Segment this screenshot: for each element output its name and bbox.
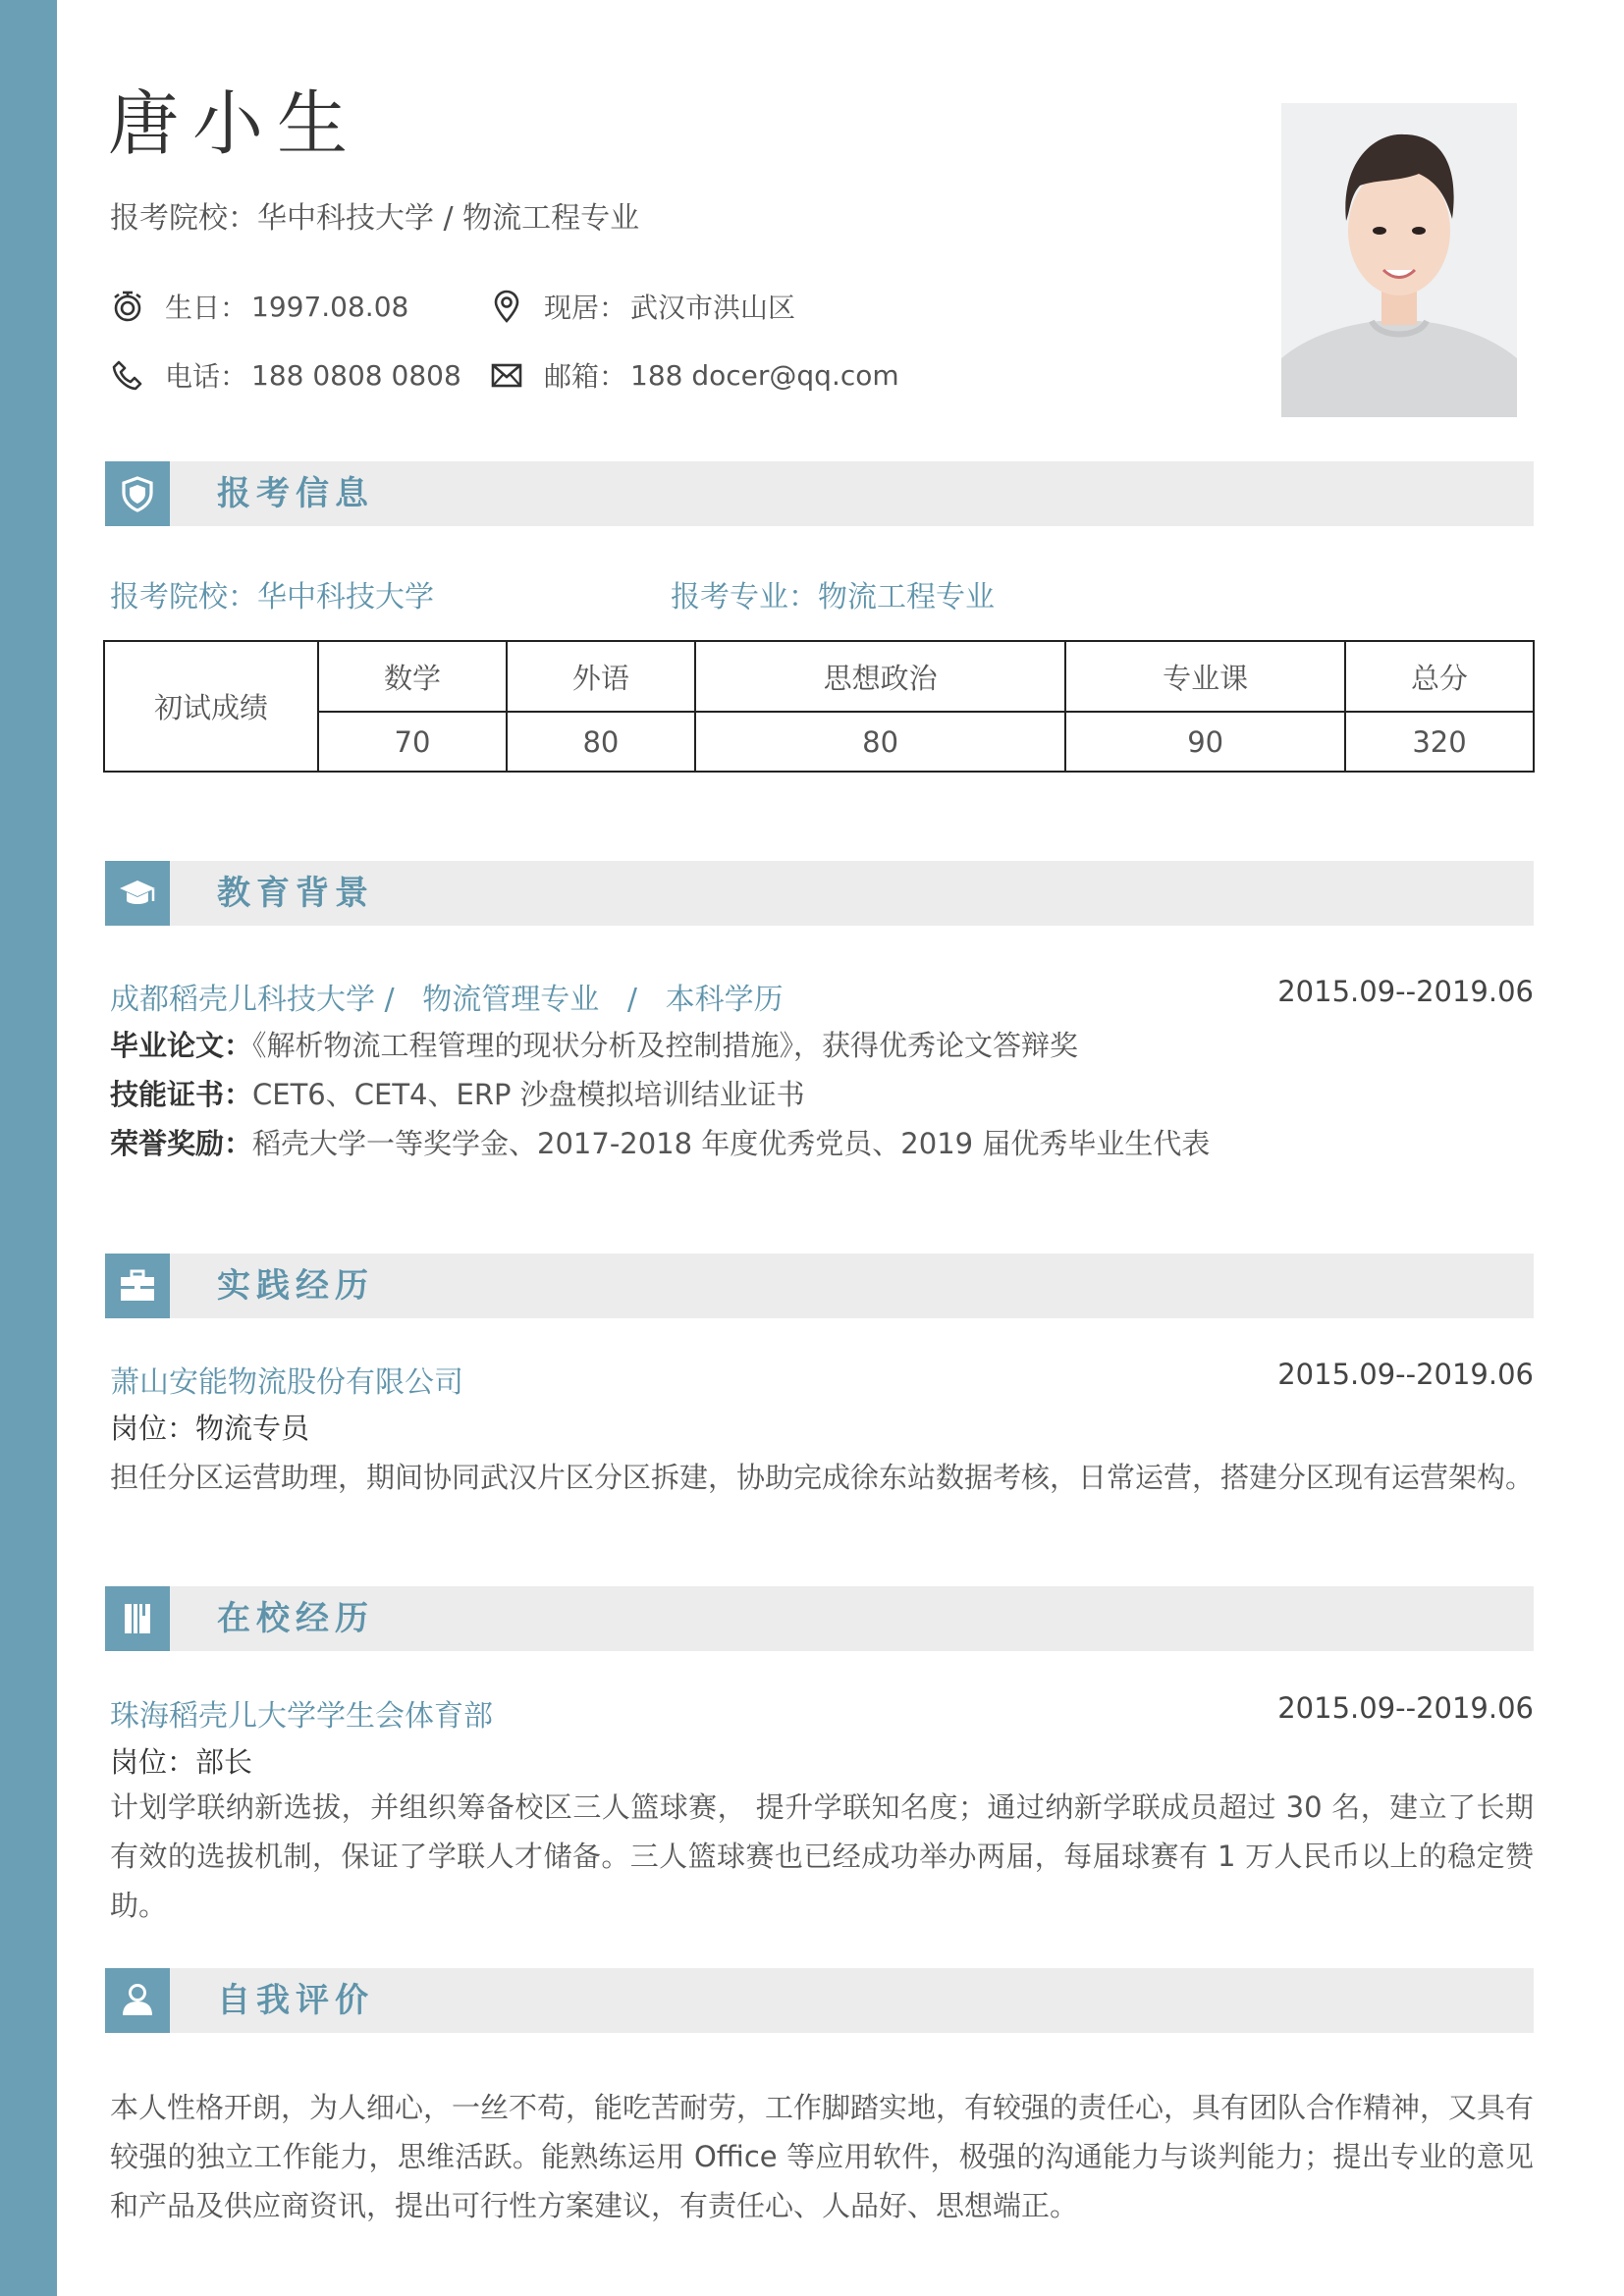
- phone-icon: [110, 357, 145, 393]
- shield-icon: [105, 461, 170, 526]
- score-table: [103, 640, 1535, 773]
- briefcase-icon: [105, 1254, 170, 1318]
- score-foreign-language: 80: [507, 712, 695, 772]
- campus-date: 2015.09--2019.06: [1277, 1691, 1534, 1725]
- certificates-text: CET6、CET4、ERP 沙盘模拟培训结业证书: [252, 1078, 805, 1111]
- score-total: 320: [1345, 712, 1534, 772]
- section-education-title: 教育背景: [217, 874, 374, 913]
- phone-info: [110, 355, 461, 395]
- thesis-label: 毕业论文：: [110, 1029, 253, 1062]
- score-major-course: 90: [1065, 712, 1345, 772]
- person-icon: [105, 1968, 170, 2033]
- section-practice-title: 实践经历: [217, 1266, 374, 1306]
- section-practice-header: [105, 1254, 1534, 1318]
- phone-value: 188 0808 0808: [251, 358, 461, 392]
- email-value: 188 docer@qq.com: [630, 358, 899, 392]
- score-math: 70: [318, 712, 507, 772]
- birthday-value: 1997.08.08: [251, 290, 409, 323]
- apply-school: 报考院校：华中科技大学: [110, 580, 434, 614]
- mail-icon: [489, 357, 524, 393]
- section-self-title: 自我评价: [217, 1981, 374, 2020]
- certificates-label: 技能证书：: [110, 1078, 253, 1111]
- apply-major: 报考专业：物流工程专业: [671, 580, 995, 614]
- email-label: 邮箱：: [544, 360, 627, 393]
- graduation-cap-icon: [105, 861, 170, 926]
- section-education-header: [105, 861, 1534, 926]
- subject-total: 总分: [1345, 641, 1534, 712]
- location-value: 武汉市洪山区: [630, 292, 796, 324]
- practice-description: 担任分区运营助理，期间协同武汉片区分区拆建，协助完成徐东站数据考核，日常运营，搭建分区现有运营架构。: [110, 1461, 1535, 1494]
- birthday-info: [110, 287, 408, 326]
- profile-photo: [1281, 103, 1517, 417]
- education-line-thesis: [110, 1024, 1078, 1064]
- section-campus-title: 在校经历: [217, 1599, 374, 1638]
- subject-math: 数学: [318, 641, 507, 712]
- honors-text: 稻壳大学一等奖学金、2017-2018 年度优秀党员、2019 届优秀毕业生代表: [252, 1127, 1211, 1160]
- subject-foreign-language: 外语: [507, 641, 695, 712]
- education-date: 2015.09--2019.06: [1277, 975, 1534, 1008]
- campus-position: 岗位：部长: [110, 1745, 253, 1779]
- score-table-header-row: [104, 641, 1534, 712]
- location-info: [489, 287, 795, 326]
- score-politics: 80: [695, 712, 1065, 772]
- practice-date: 2015.09--2019.06: [1277, 1358, 1534, 1391]
- section-apply-header: [105, 461, 1534, 526]
- self-evaluation-text: 本人性格开朗，为人细心，一丝不苟，能吃苦耐劳，工作脚踏实地，有较强的责任心，具有团队合作精神，又具有较强的独立工作能力，思维活跃。能熟练运用 Office 等应用软件，极强的沟通能力与谈判能力；提出专业的意见和产品及供应商资讯，提出可行性方案建议，有责任心、人品好、思想端正。: [110, 2091, 1535, 2222]
- education-line-certificates: [110, 1073, 805, 1113]
- target-school-major: 报考院校：华中科技大学 / 物流工程专业: [110, 201, 640, 236]
- score-table-values-row: [104, 712, 1534, 772]
- practice-position: 岗位：物流专员: [110, 1412, 310, 1445]
- practice-company: 萧山安能物流股份有限公司: [110, 1365, 463, 1400]
- campus-organization: 珠海稻壳儿大学学生会体育部: [110, 1699, 493, 1734]
- campus-description: 计划学联纳新选拔，并组织筹备校区三人篮球赛， 提升学联知名度；通过纳新学联成员超过 30 名，建立了长期有效的选拔机制，保证了学联人才储备。三人篮球赛也已经成功举办两届，每届球赛有 1 万人民币以上的稳定赞助。: [110, 1790, 1534, 1922]
- subject-politics: 思想政治: [695, 641, 1065, 712]
- stopwatch-icon: [110, 289, 145, 324]
- location-label: 现居：: [544, 292, 627, 324]
- education-title: 成都稻壳儿科技大学 / 物流管理专业 / 本科学历: [110, 983, 784, 1017]
- score-row-label: 初试成绩: [104, 641, 318, 772]
- map-pin-icon: [489, 289, 524, 324]
- education-line-honors: [110, 1122, 1210, 1162]
- book-icon: [105, 1586, 170, 1651]
- candidate-name: 唐小生: [108, 82, 362, 165]
- section-apply-title: 报考信息: [217, 474, 374, 513]
- left-sidebar-stripe: [0, 0, 57, 2296]
- email-info: [489, 355, 899, 395]
- subject-major-course: 专业课: [1065, 641, 1345, 712]
- birthday-label: 生日：: [165, 292, 248, 324]
- phone-label: 电话：: [165, 360, 248, 393]
- section-campus-header: [105, 1586, 1534, 1651]
- thesis-text: 《解析物流工程管理的现状分析及控制措施》，获得优秀论文答辩奖: [252, 1029, 1079, 1062]
- honors-label: 荣誉奖励：: [110, 1127, 253, 1160]
- section-self-header: [105, 1968, 1534, 2033]
